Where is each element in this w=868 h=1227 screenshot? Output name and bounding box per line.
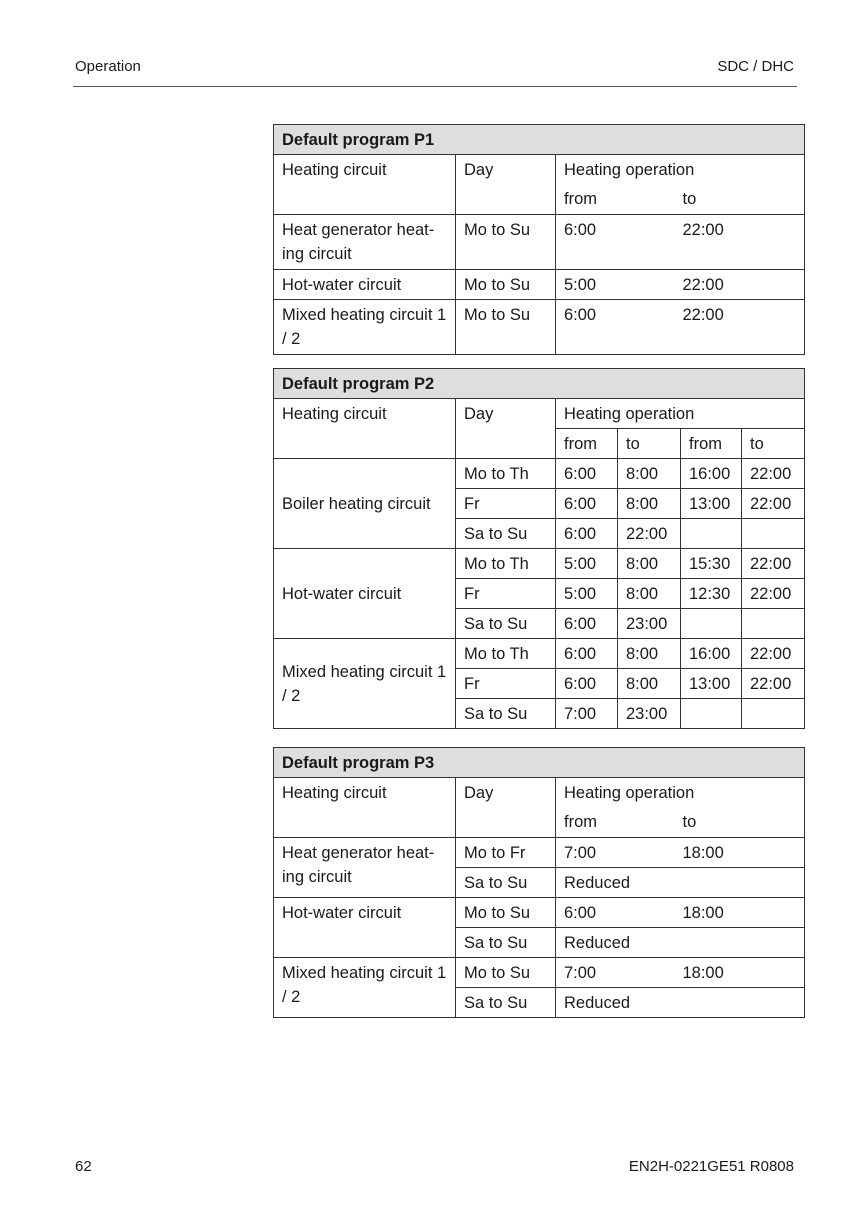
- to-cell: [675, 928, 805, 958]
- circuit-cell: Heat generator heat-ing circuit: [274, 215, 456, 270]
- table-title: Default program P1: [274, 125, 805, 155]
- from-cell: 5:00: [556, 579, 618, 609]
- from-cell: 7:00: [556, 699, 618, 729]
- running-header-product: SDC / DHC: [717, 58, 794, 75]
- day-cell: Sa to Su: [456, 928, 556, 958]
- from-cell: 15:30: [681, 549, 742, 579]
- header-day: Day: [456, 399, 556, 459]
- day-cell: Mo to Su: [456, 898, 556, 928]
- table-title-row: [274, 748, 805, 778]
- table-title: Default program P2: [274, 369, 805, 399]
- from-cell: [681, 699, 742, 729]
- from-cell: Reduced: [556, 868, 675, 898]
- circuit-cell: Hot-water circuit: [274, 270, 456, 300]
- to-cell: [742, 699, 805, 729]
- from-cell: 6:00: [556, 300, 675, 355]
- header-heating-operation: Heating operation: [556, 778, 805, 808]
- table-row: [274, 639, 805, 669]
- from-cell: 6:00: [556, 459, 618, 489]
- program-p1-table: [273, 124, 805, 355]
- from-cell: 16:00: [681, 459, 742, 489]
- table-title: Default program P3: [274, 748, 805, 778]
- day-cell: Fr: [456, 579, 556, 609]
- day-cell: Mo to Su: [456, 270, 556, 300]
- to-cell: 22:00: [675, 215, 805, 270]
- page-number: 62: [75, 1158, 92, 1175]
- day-cell: Mo to Th: [456, 549, 556, 579]
- table-row: [274, 549, 805, 579]
- header-to-1: to: [618, 429, 681, 459]
- header-day: Day: [456, 155, 556, 215]
- day-cell: Mo to Su: [456, 958, 556, 988]
- to-cell: 23:00: [618, 609, 681, 639]
- document-code: EN2H-0221GE51 R0808: [628, 1158, 794, 1175]
- day-cell: Sa to Su: [456, 868, 556, 898]
- header-heating-circuit: Heating circuit: [274, 399, 456, 459]
- header-to-2: to: [742, 429, 805, 459]
- day-cell: Mo to Th: [456, 459, 556, 489]
- header-heating-operation: Heating operation: [556, 155, 805, 185]
- table-title-row: [274, 369, 805, 399]
- to-cell: [675, 988, 805, 1018]
- to-cell: 8:00: [618, 639, 681, 669]
- day-cell: Sa to Su: [456, 609, 556, 639]
- table-header-row: [274, 155, 805, 185]
- from-cell: 6:00: [556, 489, 618, 519]
- table-row: [274, 270, 805, 300]
- program-p2-table: [273, 368, 805, 729]
- header-from-2: from: [681, 429, 742, 459]
- from-cell: Reduced: [556, 988, 675, 1018]
- table-header-row: [274, 399, 805, 429]
- day-cell: Mo to Su: [456, 215, 556, 270]
- to-cell: 8:00: [618, 459, 681, 489]
- from-cell: 7:00: [556, 958, 675, 988]
- header-from: from: [556, 185, 675, 215]
- header-to: to: [675, 808, 805, 838]
- to-cell: 23:00: [618, 699, 681, 729]
- table-row: [274, 215, 805, 270]
- to-cell: 22:00: [742, 549, 805, 579]
- from-cell: 5:00: [556, 549, 618, 579]
- header-from: from: [556, 808, 675, 838]
- table-row: [274, 300, 805, 355]
- from-cell: 7:00: [556, 838, 675, 868]
- day-cell: Mo to Su: [456, 300, 556, 355]
- from-cell: [681, 609, 742, 639]
- from-cell: 6:00: [556, 519, 618, 549]
- to-cell: 18:00: [675, 838, 805, 868]
- header-from-1: from: [556, 429, 618, 459]
- to-cell: 22:00: [742, 669, 805, 699]
- to-cell: 22:00: [742, 459, 805, 489]
- from-cell: 6:00: [556, 639, 618, 669]
- to-cell: 22:00: [742, 579, 805, 609]
- from-cell: 12:30: [681, 579, 742, 609]
- circuit-cell: Hot-water circuit: [274, 549, 456, 639]
- from-cell: Reduced: [556, 928, 675, 958]
- from-cell: 13:00: [681, 669, 742, 699]
- from-cell: 6:00: [556, 898, 675, 928]
- from-cell: 16:00: [681, 639, 742, 669]
- day-cell: Fr: [456, 669, 556, 699]
- running-header-section: Operation: [75, 58, 141, 75]
- day-cell: Sa to Su: [456, 988, 556, 1018]
- to-cell: 18:00: [675, 958, 805, 988]
- circuit-cell: Boiler heating circuit: [274, 459, 456, 549]
- table-header-row: [274, 778, 805, 808]
- to-cell: [742, 519, 805, 549]
- circuit-cell: Mixed heating circuit 1 / 2: [274, 639, 456, 729]
- circuit-cell: Mixed heating circuit 1 / 2: [274, 300, 456, 355]
- circuit-cell: Mixed heating circuit 1 / 2: [274, 958, 456, 1018]
- table-title-row: [274, 125, 805, 155]
- day-cell: Mo to Fr: [456, 838, 556, 868]
- day-cell: Mo to Th: [456, 639, 556, 669]
- to-cell: 22:00: [742, 489, 805, 519]
- day-cell: Sa to Su: [456, 519, 556, 549]
- to-cell: 18:00: [675, 898, 805, 928]
- table-row: [274, 898, 805, 928]
- circuit-cell: Hot-water circuit: [274, 898, 456, 958]
- header-day: Day: [456, 778, 556, 838]
- header-divider: [73, 86, 797, 87]
- from-cell: 6:00: [556, 609, 618, 639]
- to-cell: 22:00: [675, 270, 805, 300]
- to-cell: [675, 868, 805, 898]
- table-row: [274, 838, 805, 868]
- from-cell: 6:00: [556, 215, 675, 270]
- from-cell: 5:00: [556, 270, 675, 300]
- table-row: [274, 459, 805, 489]
- to-cell: 22:00: [675, 300, 805, 355]
- to-cell: 22:00: [618, 519, 681, 549]
- day-cell: Fr: [456, 489, 556, 519]
- header-heating-circuit: Heating circuit: [274, 155, 456, 215]
- circuit-cell: Heat generator heat-ing circuit: [274, 838, 456, 898]
- from-cell: 6:00: [556, 669, 618, 699]
- header-heating-circuit: Heating circuit: [274, 778, 456, 838]
- header-heating-operation: Heating operation: [556, 399, 805, 429]
- day-cell: Sa to Su: [456, 699, 556, 729]
- to-cell: 22:00: [742, 639, 805, 669]
- to-cell: 8:00: [618, 579, 681, 609]
- to-cell: 8:00: [618, 549, 681, 579]
- from-cell: 13:00: [681, 489, 742, 519]
- program-p3-table: [273, 747, 805, 1018]
- to-cell: 8:00: [618, 669, 681, 699]
- header-to: to: [675, 185, 805, 215]
- from-cell: [681, 519, 742, 549]
- table-row: [274, 958, 805, 988]
- to-cell: 8:00: [618, 489, 681, 519]
- to-cell: [742, 609, 805, 639]
